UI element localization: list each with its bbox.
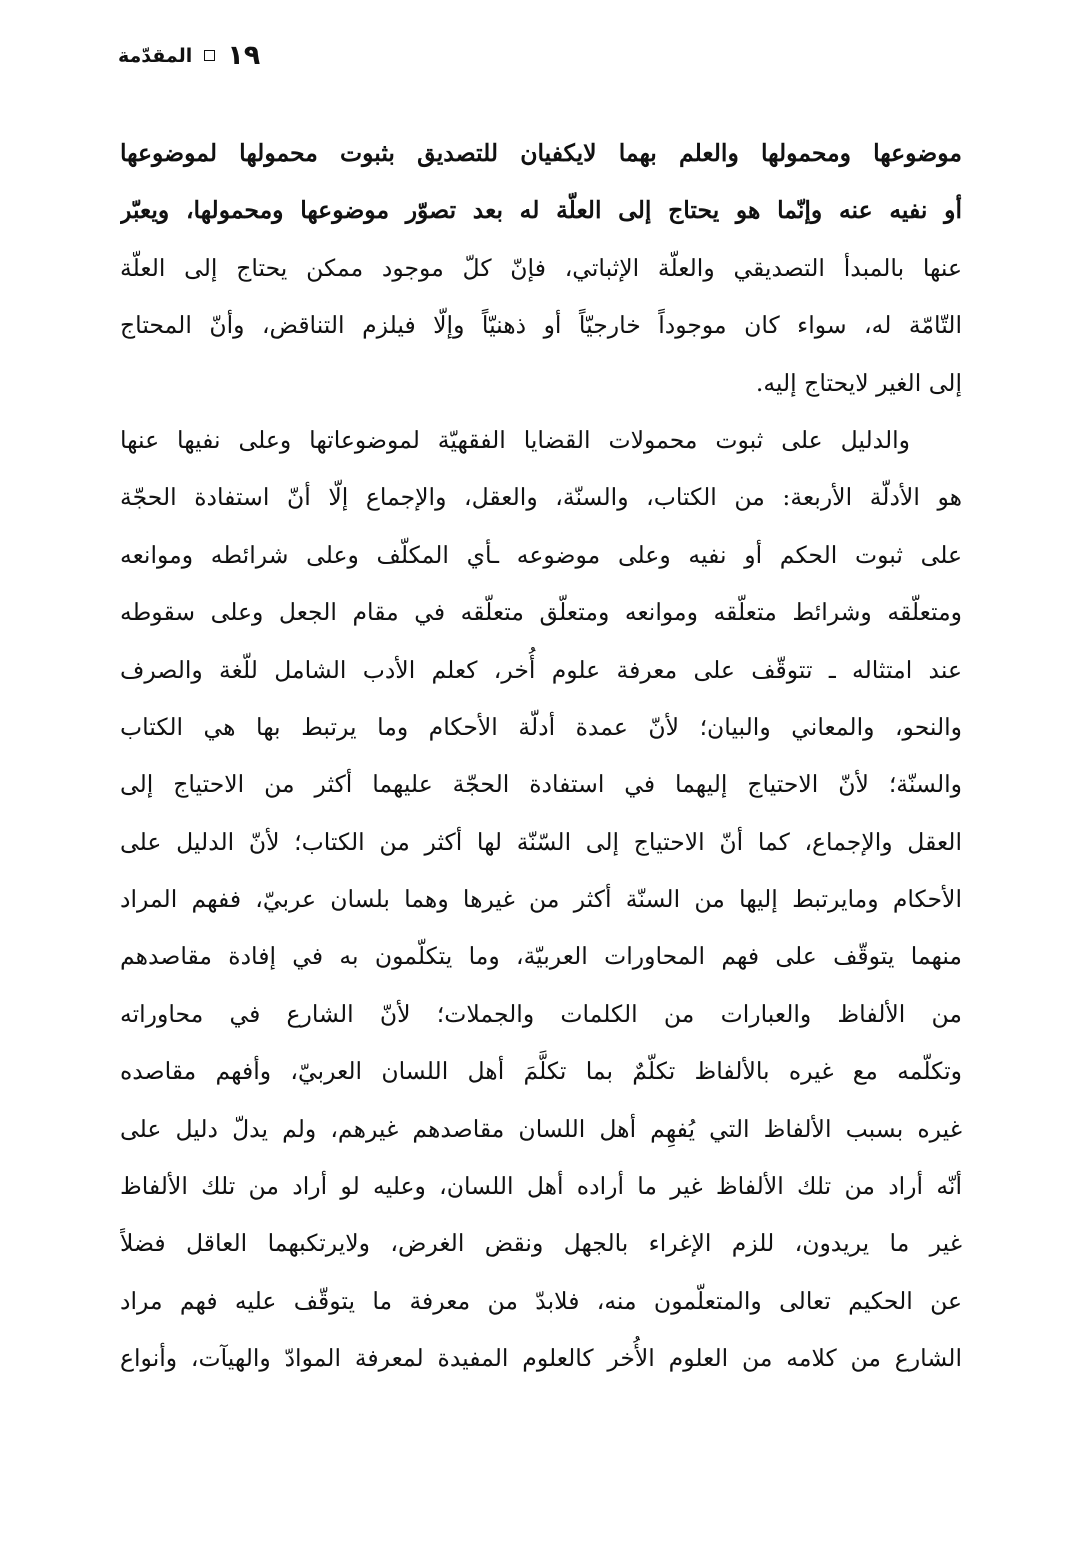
text-line: العقل والإجماع، كما أنّ الاحتياج إلى السّنّة لها أكثر من الكتاب؛ لأنّ الدليل على bbox=[120, 827, 962, 856]
text-line: التّامّة له، سواء كان موجوداً خارجيّاً أو ذهنيّاً وإلّا فيلزم التناقض، وأنّ المحتاج bbox=[120, 311, 962, 340]
text-line: أنّه أراد من تلك الألفاظ غير ما أراده أهل اللسان، وعليه لو أراد من تلك الألفاظ bbox=[120, 1172, 962, 1201]
paragraph bbox=[120, 125, 962, 412]
text-line: من الألفاظ والعبارات من الكلمات والجملات؛ لأنّ الشارع في محاوراته bbox=[120, 999, 962, 1028]
text-line: عن الحكيم تعالى والمتعلّمون منه، فلابدّ من معرفة ما يتوقّف عليه فهم مراد bbox=[120, 1286, 962, 1315]
text-line: عند امتثاله ـ تتوقّف على معرفة علوم أُخر، كعلم الأدب الشامل للّغة والصرف bbox=[120, 655, 962, 684]
text-line: إلى الغير لايحتاج إليه. bbox=[755, 368, 962, 397]
text-line: والدليل على ثبوت محمولات القضايا الفقهيّة لموضوعاتها وعلى نفيها عنها bbox=[120, 425, 910, 454]
page-number: ١٩ bbox=[227, 40, 261, 71]
text-line: على ثبوت الحكم أو نفيه وعلى موضوعه ـأي المكلّف وعلى شرائطه وموانعه bbox=[120, 540, 962, 569]
text-line: عنها بالمبدأ التصديقي والعلّة الإثباتي، فإنّ كلّ موجود ممكن يحتاج إلى العلّة bbox=[120, 253, 962, 282]
text-line: ومتعلّقه وشرائط متعلّقه وموانعه ومتعلّق متعلّقه في مقام الجعل وعلى سقوطه bbox=[120, 598, 962, 627]
text-line: الأحكام ومايرتبط إليها من السنّة أكثر من غيرها وهما بلسان عربيّ، ففهم المراد bbox=[120, 885, 962, 914]
paragraph bbox=[120, 412, 962, 1388]
text-line: غيره بسبب الألفاظ التي يُفهِم أهل اللسان مقاصدهم غيرهم، ولم يدلّ دليل على bbox=[120, 1114, 962, 1143]
running-header bbox=[118, 40, 260, 71]
chapter-title: المقدّمة bbox=[118, 44, 193, 67]
text-line: الشارع من كلامه من العلوم الأُخر كالعلوم المفيدة لمعرفة الموادّ والهيآت، وأنواع bbox=[120, 1344, 962, 1373]
text-line: هو الأدلّة الأربعة: من الكتاب، والسنّة، والعقل، والإجماع إلّا أنّ استفادة الحجّة bbox=[120, 483, 962, 512]
text-line: والسنّة؛ لأنّ الاحتياج إليهما في استفادة الحجّة عليهما أكثر من الاحتياج إلى bbox=[120, 770, 962, 799]
square-separator-icon bbox=[204, 50, 215, 61]
text-line: غير ما يريدون، للزم الإغراء بالجهل ونقض الغرض، ولايرتكبهما العاقل فضلاً bbox=[120, 1229, 962, 1258]
body-text bbox=[120, 125, 962, 1388]
text-line: موضوعها ومحمولها والعلم بهما لايكفيان للتصديق بثبوت محمولها لموضوعها bbox=[120, 139, 962, 167]
text-line: والنحو، والمعاني والبيان؛ لأنّ عمدة أدلّة الأحكام وما يرتبط بها هي الكتاب bbox=[120, 712, 962, 741]
text-line: وتكلّمه مع غيره بالألفاظ تكلّمٌ بما تكلَّمَ أهل اللسان العربيّ، وأفهم مقاصده bbox=[120, 1057, 962, 1086]
text-line: منهما يتوقّف على فهم المحاورات العربيّة، وما يتكلّمون به في إفادة مقاصدهم bbox=[120, 942, 962, 971]
text-line: أو نفيه عنه وإنّما هو يحتاج إلى العلّة له بعد تصوّر موضوعها ومحمولها، ويعبّر bbox=[120, 196, 962, 225]
